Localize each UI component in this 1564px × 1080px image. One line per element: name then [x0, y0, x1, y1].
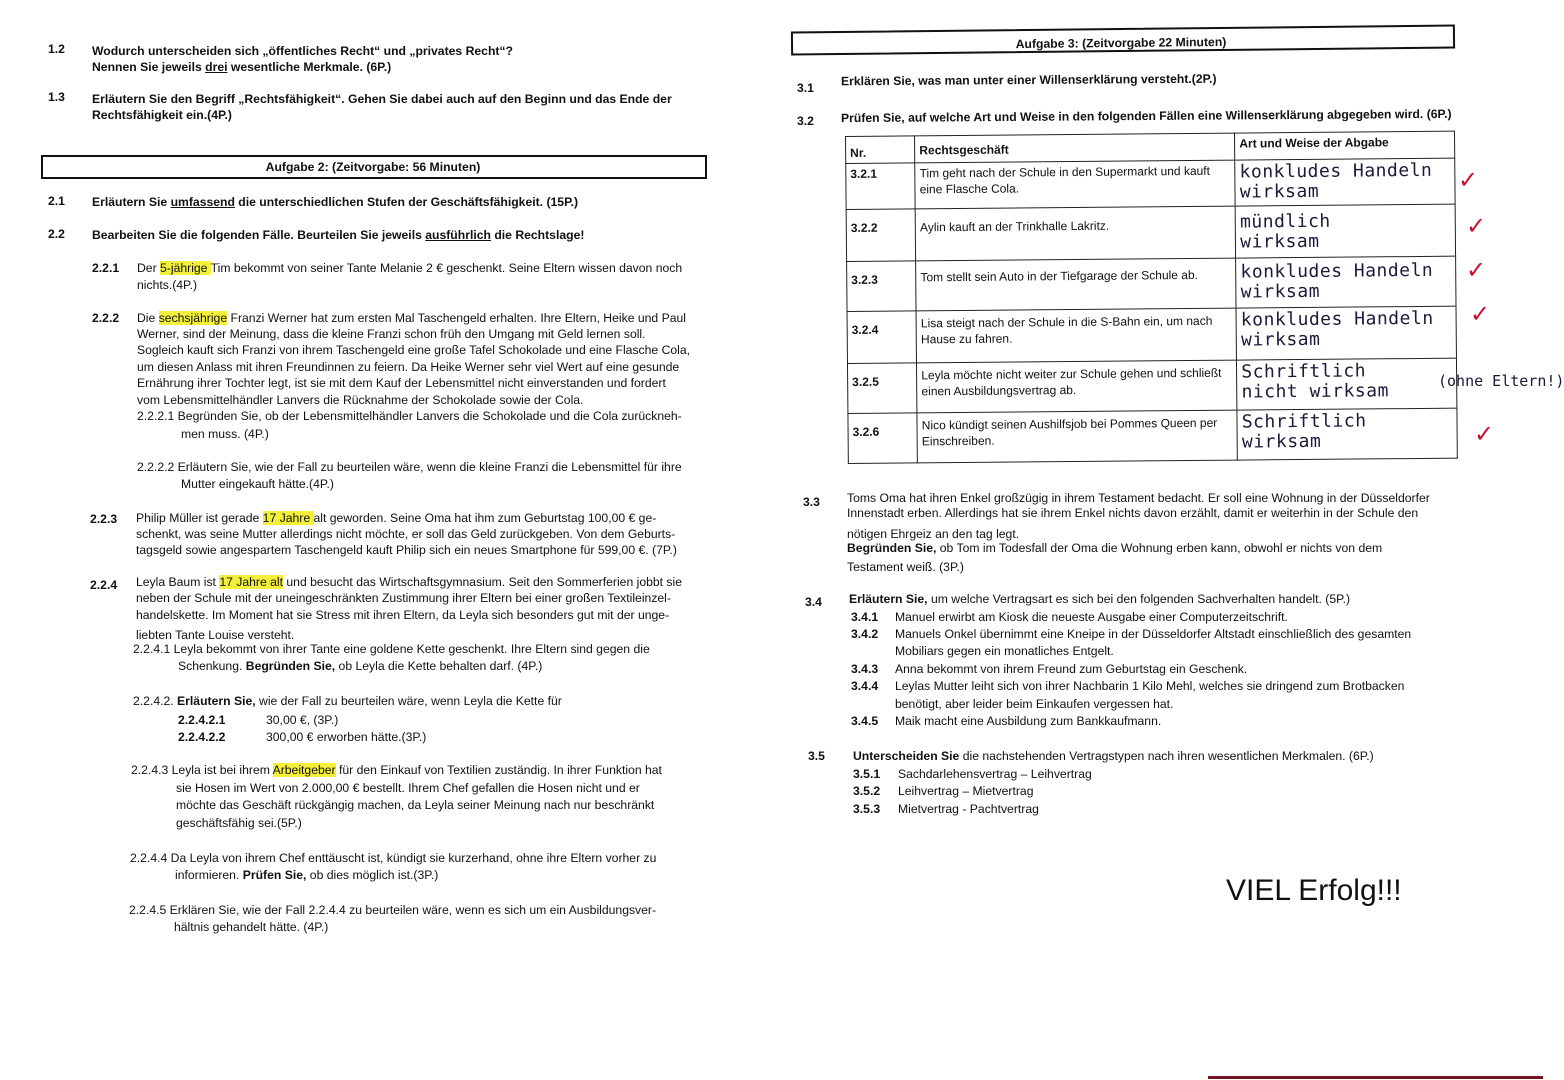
q2222-text-cont: Mutter eingekauft hätte.(4P.)	[181, 477, 334, 491]
row-text: Tim geht nach der Schule in den Supermarkt und kauft eine Flasche Cola.	[915, 160, 1235, 209]
q21-number: 2.1	[48, 194, 65, 208]
q224-line2: neben der Schule mit der uneingeschränkten Zustimmung ihrer Eltern bei einer großen Textileinzel-	[136, 591, 671, 605]
q341-number: 3.4.1	[851, 610, 879, 624]
q32-text: Prüfen Sie, auf welche Art und Weise in den folgenden Fällen eine Willenserklärung abgegeben wird. (6P.)	[840, 106, 1452, 126]
row-answer: Schriftlich wirksam	[1237, 408, 1457, 460]
row-answer: konkludes Handeln wirksam	[1236, 306, 1456, 360]
q2243-line2: sie Hosen im Wert von 2.000,00 € bestellt. Ihrem Chef gefallen die Hosen nicht und er	[176, 781, 640, 795]
q222-number: 2.2.2	[92, 311, 120, 325]
q34-text: Erläutern Sie, um welche Vertragsart es sich bei den folgenden Sachverhalten handelt. (5P.)	[849, 592, 1351, 606]
q342-number: 3.4.2	[851, 627, 879, 641]
q33-number: 3.3	[803, 495, 820, 509]
q224-line4: liebten Tante Louise versteht.	[136, 628, 295, 642]
q223-line1: Philip Müller ist gerade 17 Jahre alt geworden. Seine Oma hat ihm zum Geburtstag 100,00 € ge-	[136, 511, 657, 525]
row-answer: Schriftlich nicht wirksam	[1237, 358, 1457, 410]
q34-number: 3.4	[805, 595, 822, 609]
q2244-text: 2.2.4.4 Da Leyla von ihrem Chef enttäuscht ist, kündigt sie kurzerhand, ohne ihre Eltern vorher zu	[130, 851, 657, 865]
q2241-text-cont: Schenkung. Begründen Sie, ob Leyla die Kette behalten darf. (4P.)	[178, 659, 543, 673]
q223-line3: tagsgeld sowie angespartem Taschengeld kauft Philip sich ein neues Smartphone für 599,00 €. (7P.)	[136, 543, 677, 557]
q222-line4: um diesen Anlass mit ihren Freundinnen zu feiern. Da Heike Werner sehr viel Wert auf eine gesunde	[137, 360, 680, 374]
table-row	[848, 408, 1457, 463]
q344-text-cont: benötigt, aber leider beim Einkaufen vergessen hat.	[895, 697, 1174, 711]
q341-text: Manuel erwirbt am Kiosk die neueste Ausgabe einer Computerzeitschrift.	[895, 610, 1288, 624]
q33-line2: Innenstadt erben. Allerdings hat sie ihrem Enkel nichts davon erzählt, damit er weiterhin in der Schule den	[847, 506, 1419, 520]
row-answer: mündlich wirksam	[1235, 204, 1455, 258]
row-text: Leyla möchte nicht weiter zur Schule gehen und schließt einen Ausbildungsvertrag ab.	[917, 360, 1237, 413]
q33-line5: Testament weiß. (3P.)	[847, 560, 964, 574]
q351-number: 3.5.1	[853, 767, 881, 781]
row-number: 3.2.2	[846, 209, 916, 262]
q22421-number: 2.2.4.2.1	[178, 713, 226, 727]
table-row	[847, 306, 1456, 363]
q22-number: 2.2	[48, 227, 65, 241]
q351-text: Sachdarlehensvertrag – Leihvertrag	[898, 767, 1092, 781]
q343-number: 3.4.3	[851, 662, 879, 676]
q35-number: 3.5	[808, 749, 825, 763]
q224-line1: Leyla Baum ist 17 Jahre alt und besucht das Wirtschaftsgymnasium. Seit den Sommerferien jobbt sie	[136, 575, 683, 589]
q344-number: 3.4.4	[851, 679, 879, 693]
q2221-text: 2.2.2.1 Begründen Sie, ob der Lebensmittelhändler Lanvers die Schokolade und die Cola zurückneh-	[137, 409, 682, 423]
table-row	[847, 358, 1456, 413]
q221-line1: Der 5-jährige Tim bekommt von seiner Tante Melanie 2 € geschenkt. Seine Eltern wissen davon noch	[137, 261, 683, 275]
q222-line2: Werner, sind der Meinung, dass die kleine Franzi schon früh den Umgang mit Geld lernen soll.	[137, 327, 646, 341]
bottom-edge-line	[1208, 1076, 1543, 1079]
q352-number: 3.5.2	[853, 784, 881, 798]
aufgabe3-title: Aufgabe 3: (Zeitvorgabe 22 Minuten)	[1015, 34, 1227, 52]
q31-number: 3.1	[797, 81, 814, 95]
q222-line1: Die sechsjährige Franzi Werner hat zum ersten Mal Taschengeld erhalten. Ihre Eltern, Heike und Paul	[137, 311, 686, 325]
q353-number: 3.5.3	[853, 802, 881, 816]
row-number: 3.2.6	[848, 413, 918, 464]
q32-number: 3.2	[797, 114, 814, 128]
q33-line3: nötigen Ehrgeiz an den tag legt.	[847, 527, 1020, 541]
q2242-text: 2.2.4.2. Erläutern Sie, wie der Fall zu beurteilen wäre, wenn Leyla die Kette für	[133, 694, 562, 708]
table-row	[846, 204, 1455, 261]
q13-line2: Rechtsfähigkeit ein.(4P.)	[92, 108, 232, 122]
table-row	[847, 256, 1456, 311]
q343-text: Anna bekommt von ihrem Freund zum Geburtstag ein Geschenk.	[895, 662, 1248, 676]
margin-note: (ohne Eltern!)	[1438, 372, 1564, 390]
q33-line4: Begründen Sie, ob Tom im Todesfall der Oma die Wohnung erben kann, obwohl er nichts von dem	[847, 541, 1383, 555]
q2221-text-cont: men muss. (4P.)	[181, 427, 269, 441]
q33-line1: Toms Oma hat ihren Enkel großzügig in ihrem Testament bedacht. Er soll eine Wohnung in der Düsseldorfer	[847, 491, 1430, 505]
q35-text: Unterscheiden Sie die nachstehenden Vertragstypen nach ihren wesentlichen Merkmalen. (6P.)	[853, 749, 1374, 763]
check-mark-icon: ✓	[1466, 212, 1487, 240]
row-number: 3.2.5	[847, 363, 917, 414]
q2241-text: 2.2.4.1 Leyla bekommt von ihrer Tante eine goldene Kette geschenkt. Ihre Eltern sind gegen die	[133, 642, 650, 656]
q2245-text-cont: hältnis gehandelt hätte. (4P.)	[174, 920, 329, 934]
q221-line2: nichts.(4P.)	[137, 278, 198, 292]
q2243-line4: geschäftsfähig sei.(5P.)	[176, 816, 302, 830]
table-header-rechtsgeschaeft: Rechtsgeschäft	[915, 133, 1235, 163]
table-header-nr: Nr.	[846, 136, 915, 164]
q12-number: 1.2	[48, 42, 65, 56]
q22-text: Bearbeiten Sie die folgenden Fälle. Beurteilen Sie jeweils ausführlich die Rechtslage!	[92, 228, 585, 242]
q345-number: 3.4.5	[851, 714, 879, 728]
q222-line3: Sogleich kauft sich Franzi von ihrem Taschengeld eine große Tafel Schokolade und eine Flasche Cola,	[137, 343, 691, 357]
q13-number: 1.3	[48, 90, 65, 104]
q13-line1: Erläutern Sie den Begriff „Rechtsfähigkeit“. Gehen Sie dabei auch auf den Beginn und das Ende der	[92, 92, 672, 106]
table-row	[846, 158, 1455, 209]
check-mark-icon: ✓	[1470, 300, 1491, 328]
rechtsgeschaeft-table	[845, 131, 1458, 464]
q12-line1: Wodurch unterscheiden sich „öffentliches Recht“ und „privates Recht“?	[92, 44, 513, 58]
check-mark-icon: ✓	[1474, 420, 1495, 448]
q22421-text: 30,00 €, (3P.)	[266, 713, 339, 727]
row-number: 3.2.1	[846, 163, 916, 210]
q223-number: 2.2.3	[90, 512, 118, 526]
q12-line2: Nennen Sie jeweils drei wesentliche Merkmale. (6P.)	[92, 60, 392, 74]
check-mark-icon: ✓	[1458, 166, 1479, 194]
q342-text-cont: Mobiliars gegen ein monatliches Entgelt.	[895, 644, 1114, 658]
q22422-number: 2.2.4.2.2	[178, 730, 226, 744]
row-answer: konkludes Handeln wirksam	[1236, 256, 1456, 308]
q353-text: Mietvertrag - Pachtvertrag	[898, 802, 1039, 816]
q31-text: Erklären Sie, was man unter einer Willenserklärung versteht.(2P.)	[840, 71, 1217, 89]
q2243-text: 2.2.4.3 Leyla ist bei ihrem Arbeitgeber für den Einkauf von Textilien zuständig. In ihrer Funktion hat	[131, 763, 662, 777]
q224-line3: handelskette. Im Moment hat sie Stress mit ihren Eltern, da Leyla sich besonders gut mit der unge-	[136, 608, 670, 622]
q2245-text: 2.2.4.5 Erklären Sie, wie der Fall 2.2.4.4 zu beurteilen wäre, wenn es sich um ein Ausbildungsver-	[129, 903, 657, 917]
q2243-line3: möchte das Geschäft rückgängig machen, da Leyla seiner Meinung nach nur beschränkt	[176, 798, 655, 812]
row-text: Aylin kauft an der Trinkhalle Lakritz.	[915, 206, 1235, 261]
q2244-text-cont: informieren. Prüfen Sie, ob dies möglich ist.(3P.)	[175, 868, 439, 882]
q352-text: Leihvertrag – Mietvertrag	[898, 784, 1034, 798]
q222-line6: vom Lebensmittelhändler Lanvers die Rücknahme der Schokolade sowie der Cola.	[137, 393, 584, 407]
row-number: 3.2.3	[847, 261, 917, 312]
q2222-text: 2.2.2.2 Erläutern Sie, wie der Fall zu beurteilen wäre, wenn die kleine Franzi die Lebensmittel für ihre	[137, 460, 682, 474]
q342-text: Manuels Onkel übernimmt eine Kneipe in der Düsseldorfer Altstadt einschließlich des gesamten	[895, 627, 1412, 641]
q345-text: Maik macht eine Ausbildung zum Bankkaufmann.	[895, 714, 1162, 728]
row-text: Lisa steigt nach der Schule in die S-Bahn ein, um nach Hause zu fahren.	[916, 308, 1236, 363]
row-number: 3.2.4	[847, 311, 917, 364]
row-answer: konkludes Handeln wirksam	[1235, 158, 1455, 206]
q22422-text: 300,00 € erworben hätte.(3P.)	[266, 730, 427, 744]
q222-line5: Ernährung ihrer Tochter legt, ist sie mit dem Kauf der Lebensmittel nicht einverstanden und fordert	[137, 376, 666, 390]
aufgabe2-title: Aufgabe 2: (Zeitvorgabe: 56 Minuten)	[265, 160, 481, 174]
q221-number: 2.2.1	[92, 261, 120, 275]
row-text: Tom stellt sein Auto in der Tiefgarage der Schule ab.	[916, 258, 1236, 311]
q223-line2: schenkt, was seine Mutter allerdings nicht möchte, er soll das Geld zurückgeben. Von dem Geburts-	[136, 527, 676, 541]
table-header-abgabe: Art und Weise der Abgabe	[1235, 131, 1455, 160]
q224-number: 2.2.4	[90, 578, 118, 592]
closing-text: VIEL Erfolg!!!	[1226, 874, 1402, 907]
row-text: Nico kündigt seinen Aushilfsjob bei Pommes Queen per Einschreiben.	[917, 410, 1237, 463]
q21-text: Erläutern Sie umfassend die unterschiedlichen Stufen der Geschäftsfähigkeit. (15P.)	[92, 195, 579, 209]
q344-text: Leylas Mutter leiht sich von ihrer Nachbarin 1 Kilo Mehl, welches sie dringend zum Brotbacken	[895, 679, 1405, 693]
check-mark-icon: ✓	[1466, 256, 1487, 284]
